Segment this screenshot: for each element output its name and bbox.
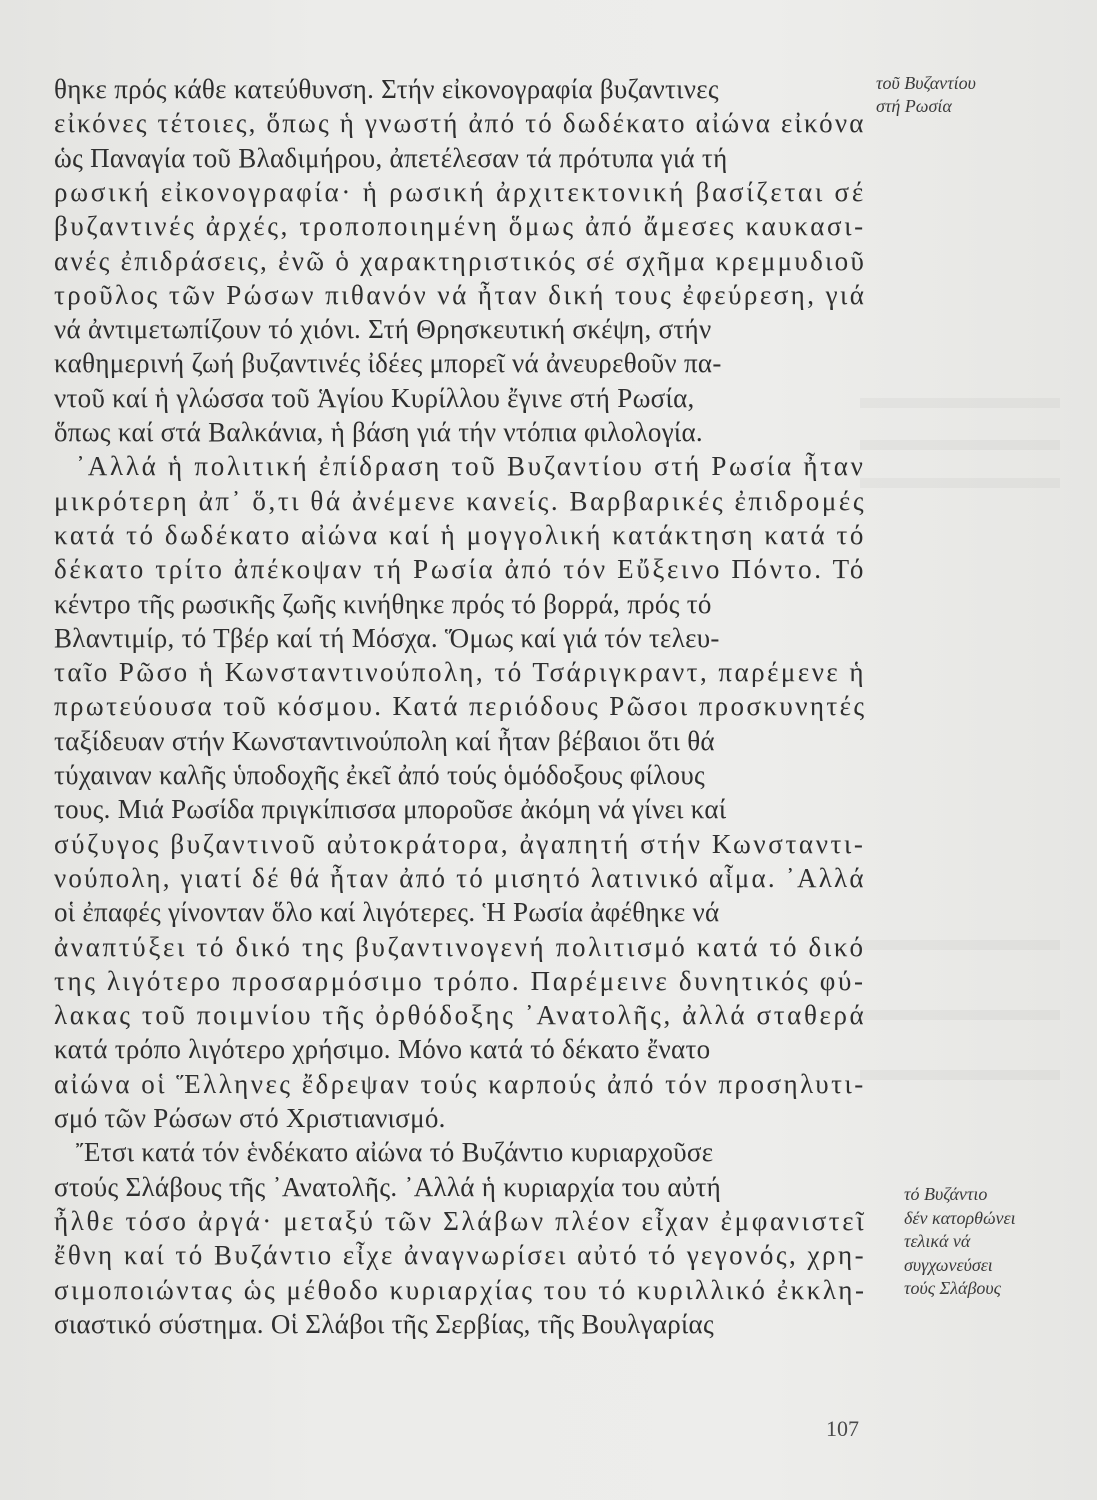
text-line: σιμοποιώντας ὡς μέθοδο κυριαρχίας του τό κυριλλικό ἐκκλη- — [54, 1274, 867, 1305]
bleed-through-mark — [860, 1070, 1060, 1080]
text-line: σύζυγος βυζαντινοῦ αὐτοκράτορα, ἀγαπητή στήν Κωνσταντι- — [54, 828, 866, 859]
margin-note-line: τούς Σλάβους — [904, 1278, 1001, 1298]
text-line: σμό τῶν Ρώσων στό Χριστιανισμό. — [54, 1103, 446, 1133]
text-line: ἦλθε τόσο ἀργά· μεταξύ τῶν Σλάβων πλέον εἶχαν ἐμφανιστεῖ — [54, 1205, 867, 1236]
text-line: ανές ἐπιδράσεις, ἐνῶ ὁ χαρακτηριστικός σέ σχῆμα κρεμμυδιοῦ — [54, 245, 867, 276]
text-line: τύχαιναν καλῆς ὑποδοχῆς ἐκεῖ ἀπό τούς ὁμόδοξους φίλους — [54, 760, 705, 790]
text-line: Ἔτσι κατά τόν ἑνδέκατο αἰώνα τό Βυζάντιο κυριαρχοῦσε — [76, 1137, 714, 1168]
text-line: σιαστικό σύστημα. Οἱ Σλάβοι τῆς Σερβίας, τῆς Βουλγαρίας — [54, 1308, 714, 1339]
page-number: 107 — [826, 1416, 859, 1441]
text-line: δέκατο τρίτο ἀπέκοψαν τή Ρωσία ἀπό τόν Εὔξεινο Πόντο. Τό — [54, 554, 867, 585]
margin-note-line: τελικά νά — [904, 1231, 971, 1251]
text-line: ρωσική εἰκονογραφία· ἡ ρωσική ἀρχιτεκτονική βασίζεται σέ — [54, 176, 866, 207]
text-line: κατά τρόπο λιγότερο χρήσιμο. Μόνο κατά τό δέκατο ἔνατο — [54, 1034, 711, 1065]
margin-note-top — [876, 72, 976, 118]
margin-note-line: τό Βυζάντιο — [904, 1184, 988, 1204]
text-line: μικρότερη ἀπ᾿ ὅ,τι θά ἀνέμενε κανείς. Βαρβαρικές ἐπιδρομές — [54, 485, 867, 516]
margin-note-bottom — [904, 1183, 1016, 1301]
text-line: ᾿Αλλά ἡ πολιτική ἐπίδραση τοῦ Βυζαντίου στή Ρωσία ἦταν — [76, 451, 866, 482]
text-line: πρωτεύουσα τοῦ κόσμου. Κατά περιόδους Ρῶσοι προσκυνητές — [54, 691, 867, 722]
text-line: κατά τό δωδέκατο αἰώνα καί ἡ μογγολική κατάκτηση κατά τό — [54, 519, 866, 550]
margin-note-line: δέν κατορθώνει — [904, 1207, 1016, 1228]
text-line: ὡς Παναγία τοῦ Βλαδιμήρου, ἀπετέλεσαν τά πρότυπα γιά τή — [54, 142, 728, 173]
text-line: κέντρο τῆς ρωσικῆς ζωῆς κινήθηκε πρός τό βορρά, πρός τό — [54, 588, 712, 619]
text-line: ταῖο Ρῶσο ἡ Κωνσταντινούπολη, τό Τσάριγκραντ, παρέμενε ἡ — [54, 657, 867, 688]
text-line: τους. Μιά Ρωσίδα πριγκίπισσα μποροῦσε ἀκόμη νά γίνει καί — [54, 794, 727, 825]
text-line: της λιγότερο προσαρμόσιμο τρόπο. Παρέμεινε δυνητικός φύ- — [54, 965, 866, 996]
text-line: οἱ ἐπαφές γίνονταν ὅλο καί λιγότερες. Ἡ Ρωσία ἀφέθηκε νά — [54, 897, 720, 928]
text-line: αἰώνα οἱ Ἕλληνες ἔδρεψαν τούς καρπούς ἀπό τόν προσηλυτι- — [54, 1068, 866, 1099]
text-line: εἰκόνες τέτοιες, ὅπως ἡ γνωστή ἀπό τό δωδέκατο αἰώνα εἰκόνα — [54, 108, 866, 139]
text-line: ἀναπτύξει τό δικό της βυζαντινογενή πολιτισμό κατά τό δικό — [54, 931, 866, 962]
text-line: βυζαντινές ἀρχές, τροποποιημένη ὅμως ἀπό ἄμεσες καυκασι- — [54, 211, 866, 242]
text-line: ἔθνη καί τό Βυζάντιο εἶχε ἀναγνωρίσει αὐτό τό γεγονός, χρη- — [54, 1240, 867, 1271]
margin-note-line: τοῦ Βυζαντίου — [876, 73, 976, 93]
margin-note-line: στή Ρωσία — [876, 96, 952, 116]
text-line: λακας τοῦ ποιμνίου τῆς ὀρθόδοξης ᾿Ανατολῆς, ἀλλά σταθερά — [54, 1000, 867, 1031]
text-line: θηκε πρός κάθε κατεύθυνση. Στήν εἰκονογραφία βυζαντινες — [54, 74, 719, 104]
bleed-through-mark — [860, 398, 1060, 408]
text-line: ταξίδευαν στήν Κωνσταντινούπολη καί ἦταν βέβαιοι ὅτι θά — [54, 725, 715, 756]
text-line: Βλαντιμίρ, τό Τβέρ καί τή Μόσχα. Ὅμως καί γιά τόν τελευ- — [54, 622, 720, 653]
bleed-through-mark — [860, 440, 1060, 450]
text-line: στούς Σλάβους τῆς ᾿Ανατολῆς. ᾿Αλλά ἡ κυριαρχία του αὐτή — [54, 1171, 722, 1202]
text-line: ντοῦ καί ἡ γλώσσα τοῦ Ἁγίου Κυρίλλου ἔγινε στή Ρωσία, — [54, 382, 695, 413]
text-line: καθημερινή ζωή βυζαντινές ἰδέες μπορεῖ νά ἀνευρεθοῦν πα- — [54, 348, 722, 379]
bleed-through-mark — [860, 1010, 1060, 1020]
text-line: τροῦλος τῶν Ρώσων πιθανόν νά ἦταν δική τους ἐφεύρεση, γιά — [54, 279, 867, 310]
margin-note-line: συγχωνεύσει — [904, 1254, 993, 1275]
bleed-through-mark — [860, 940, 1060, 950]
text-line: ὅπως καί στά Βαλκάνια, ἡ βάση γιά τήν ντόπια φιλολογία. — [54, 417, 703, 447]
text-line: νά ἀντιμετωπίζουν τό χιόνι. Στή Θρησκευτική σκέψη, στήν — [54, 314, 712, 345]
text-line: νούπολη, γιατί δέ θά ἦταν ἀπό τό μισητό λατινικό αἷμα. ᾿Αλλά — [54, 862, 866, 893]
bleed-through-mark — [860, 478, 1060, 488]
